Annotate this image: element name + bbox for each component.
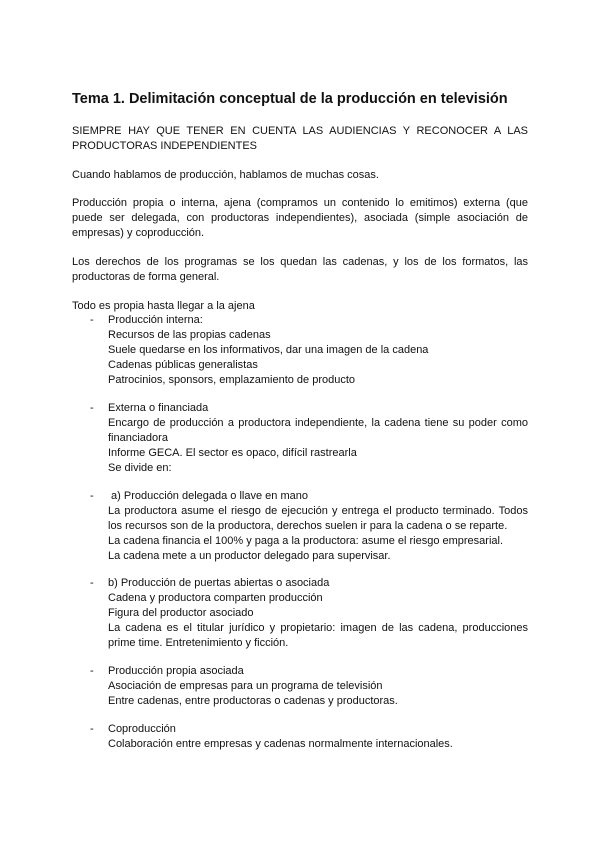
bullet-produccion-delegada [90,489,528,564]
bullet-dash: - [90,723,94,735]
paragraph-2: Producción propia o interna, ajena (compramos un contenido lo emitimos) externa (que puede ser delegada, con productoras independientes), asociada (simple asociación de empresas) y coproducción. [72,197,528,239]
bullet-heading: b) Producción de puertas abiertas o asociada [108,577,330,589]
bullet-dash: - [90,490,94,502]
bullet-line: Cadena y productora comparten producción [108,592,323,604]
paragraph-3: Los derechos de los programas se los quedan las cadenas, y los de los formatos, las productoras de forma general. [72,256,528,283]
bullet-line: Entre cadenas, entre productoras o cadenas y productoras. [108,695,398,707]
paragraph-1: Cuando hablamos de producción, hablamos de muchas cosas. [72,169,379,181]
bullet-line: Recursos de las propias cadenas [108,329,271,341]
paragraph-4: Todo es propia hasta llegar a la ajena [72,300,255,312]
bullet-dash: - [90,577,94,589]
bullet-line: Patrocinios, sponsors, emplazamiento de producto [108,374,356,386]
bullet-puertas-abiertas [90,576,528,651]
bullet-line: La productora asume el riesgo de ejecución y entrega el producto terminado. Todos los recursos son de la productora, derechos suelen ir para la cadena o se reparte. [108,505,528,532]
bullet-heading: Coproducción [108,723,176,735]
bullet-dash: - [90,402,94,414]
bullet-line: Suele quedarse en los informativos, dar una imagen de la cadena [108,344,429,356]
bullet-produccion-interna [90,313,528,388]
bullet-dash: - [90,665,94,677]
bullet-dash: - [90,314,94,326]
bullet-propia-asociada [90,664,528,709]
bullet-line: La cadena financia el 100% y paga a la productora: asume el riesgo empresarial. [108,535,504,547]
bullet-heading: Producción interna: [108,314,203,326]
bullet-line: Informe GECA. El sector es opaco, difícil rastrearla [108,447,357,459]
intro-caps: SIEMPRE HAY QUE TENER EN CUENTA LAS AUDIENCIAS Y RECONOCER A LAS PRODUCTORAS INDEPENDIENTES [72,125,528,152]
bullet-externa-financiada [90,401,528,476]
bullet-line: Colaboración entre empresas y cadenas normalmente internacionales. [108,738,453,750]
document-title: Tema 1. Delimitación conceptual de la producción en televisión [72,91,508,107]
bullet-line: Encargo de producción a productora independiente, la cadena tiene su poder como financiadora [108,417,528,444]
bullet-coproduccion [90,722,528,752]
bullet-line: Figura del productor asociado [108,607,254,619]
bullet-heading: Producción propia asociada [108,665,244,677]
bullet-line: La cadena es el titular jurídico y propietario: imagen de las cadena, producciones prime time. Entretenimiento y ficción. [108,622,528,649]
bullet-heading: a) Producción delegada o llave en mano [108,490,308,502]
bullet-line: Se divide en: [108,462,172,474]
bullet-line: Asociación de empresas para un programa de televisión [108,680,383,692]
bullet-line: La cadena mete a un productor delegado para supervisar. [108,550,391,562]
bullet-line: Cadenas públicas generalistas [108,359,258,371]
bullet-heading: Externa o financiada [108,402,209,414]
